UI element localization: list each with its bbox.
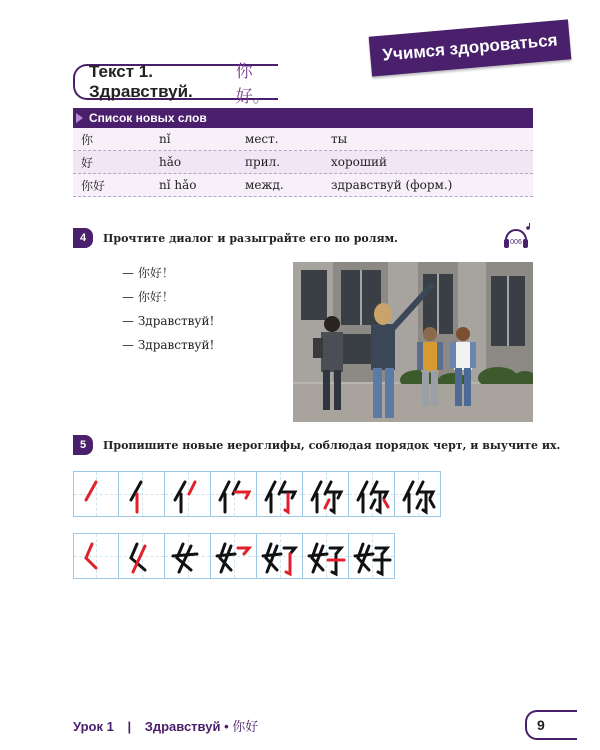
vocab-meaning: здравствуй (форм.) [331,178,453,192]
task-5 [73,435,560,455]
footer-title: Здравствуй [144,719,221,734]
vocab-row [73,128,533,151]
vocab-hanzi: 你好 [81,178,106,193]
footer-separator: | [127,719,132,734]
footer-chinese: 你好 [232,720,259,735]
vocab-hanzi: 你 [81,132,94,147]
vocab-pinyin: nǐ hǎo [159,178,197,192]
page-number: 9 [525,710,577,740]
stroke-step [119,533,165,579]
stroke-step [165,471,211,517]
vocab-table [73,108,533,197]
vocab-pinyin: nǐ [159,132,171,146]
stroke-step [349,533,395,579]
dialogue-line: — Здравствуй! [122,338,215,352]
audio-track-number: 006 [510,239,522,246]
vocab-meaning: хороший [331,155,388,169]
vocab-pos: прил. [245,155,281,169]
vocab-row [73,151,533,174]
stroke-step [257,471,303,517]
task-number: 5 [73,435,93,455]
dialogue-line: — 你好！ [122,290,174,304]
dialogue-line: — Здравствуй! [122,314,215,328]
vocab-header: Список новых слов [73,108,533,128]
headphones-icon[interactable] [500,222,532,254]
vocab-meaning: ты [331,132,348,146]
task-instruction: Прочтите диалог и разыграйте его по ролям. [103,231,399,245]
stroke-step [349,471,395,517]
lesson-title [73,62,278,107]
stroke-step [73,533,119,579]
footer-lesson: Урок 1 [73,719,114,734]
task-instruction: Пропишите новые иероглифы, соблюдая порядок черт, и выучите их. [103,438,561,452]
vocab-pos: мест. [245,132,279,146]
stroke-step [211,471,257,517]
vocab-hanzi: 好 [81,155,94,170]
students-greeting-photo [293,262,533,422]
stroke-step [303,471,349,517]
lesson-title-text: Текст 1. Здравствуй. [89,62,193,101]
stroke-step [211,533,257,579]
vocab-rows [73,128,533,197]
stroke-step [73,471,119,517]
lesson-title-chinese: 你好。 [235,62,270,107]
dialogue [122,264,214,360]
footer [73,716,258,735]
dialogue-line: — 你好！ [122,266,174,280]
stroke-step [257,533,303,579]
task-number: 4 [73,228,93,248]
section-banner: Учимся здороваться [369,19,572,76]
vocab-row [73,174,533,197]
task-4 [73,228,398,248]
stroke-step [165,533,211,579]
footer-dot: • [224,719,229,734]
vocab-pinyin: hǎo [159,155,182,169]
stroke-step [119,471,165,517]
stroke-step [395,471,441,517]
stroke-order-hao [73,533,395,579]
stroke-order-ni [73,471,441,517]
stroke-step [303,533,349,579]
vocab-pos: межд. [245,178,284,192]
